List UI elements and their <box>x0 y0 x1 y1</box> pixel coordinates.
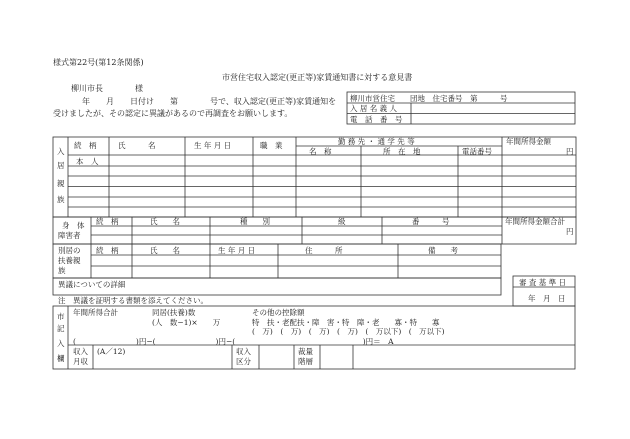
disabled-col-type: 種 別 <box>240 217 270 226</box>
separate-col-name: 氏 名 <box>150 246 180 255</box>
disabled-col-number: 番 号 <box>412 217 450 226</box>
phone-label: 電 話 番 号 <box>350 115 403 124</box>
col-relation: 続 柄 <box>74 141 97 150</box>
city-side-label-3: 入 <box>57 339 65 348</box>
separate-label-3: 族 <box>58 266 66 275</box>
addressee: 柳川市長 様 <box>71 84 143 93</box>
residents-side-label-4: 族 <box>57 195 65 204</box>
separate-label-1: 別居の <box>58 246 81 255</box>
col-occupation: 職 業 <box>260 141 283 150</box>
col-income-yen: 円 <box>566 147 574 156</box>
dependents-formula: (人 数−1)× 万 <box>152 318 221 327</box>
deduction-items: 特 扶・老配扶・障 害・特 障・老 寡・特 寡 <box>252 318 440 327</box>
col-birth: 生 年 月 日 <box>194 141 232 150</box>
col-wp-name: 名 称 <box>309 147 332 156</box>
income-class-label-2: 区分 <box>236 357 251 366</box>
city-side-label-4: 欄 <box>57 354 65 363</box>
residents-side-label-2: 居 <box>57 161 65 170</box>
city-side-label-1: 市 <box>57 312 65 321</box>
review-date-value: 年 月 日 <box>528 294 566 303</box>
dependents-label: 同居(扶養)数 <box>152 308 196 317</box>
calc-line: ( )円−( )円−( )円＝ A <box>73 337 394 346</box>
separate-col-address: 住 所 <box>305 246 343 255</box>
income-month-label-1: 収入 <box>73 347 88 356</box>
other-deduction-label: その他の控除額 <box>252 308 305 317</box>
disabled-col-grade: 級 <box>338 217 346 226</box>
residents-side-label-3: 親 <box>57 179 65 188</box>
col-workplace: 勤 務 先 ・ 通 学 先 等 <box>338 137 415 146</box>
income-total-yen: 円 <box>566 227 574 236</box>
col-wp-address: 所 在 地 <box>383 147 421 156</box>
intro-line-1: 年 月 日付け 第 号で、収入認定(更正等)家賃通知を <box>82 97 337 106</box>
residents-side-label-1: 入 <box>57 147 65 156</box>
separate-col-birth: 生 年 月 日 <box>218 246 256 255</box>
annual-income-label: 年間所得合計 <box>73 308 118 317</box>
objection-detail-label: 異議についての詳細 <box>58 280 126 289</box>
disabled-col-name: 氏 名 <box>150 217 180 226</box>
income-total-label: 年間所得金額合計 <box>505 217 565 226</box>
housing-number-label: 柳川市営住宅 団地 住宅番号 第 号 <box>350 94 508 103</box>
review-date-label: 審 査 基 準 日 <box>519 278 567 287</box>
disabled-label-2: 障害者 <box>58 231 81 240</box>
city-side-label-2: 記 <box>57 324 65 333</box>
discretion-label-2: 階層 <box>298 357 313 366</box>
income-month-formula: (A／12) <box>97 347 126 356</box>
separate-col-remarks: 備 考 <box>428 246 458 255</box>
row-self-relation: 本 人 <box>76 157 99 166</box>
disabled-table-lines <box>53 217 576 244</box>
disabled-col-relation: 続 柄 <box>96 217 119 226</box>
discretion-label-1: 裁量 <box>298 347 313 356</box>
separate-label-2: 扶養親 <box>58 256 81 265</box>
col-income: 年間所得金額 <box>506 137 551 146</box>
resident-name-label: 入 居 名 義 人 <box>350 104 398 113</box>
separate-col-relation: 続 柄 <box>96 246 119 255</box>
phone-field[interactable] <box>415 116 571 124</box>
col-wp-phone: 電話番号 <box>462 147 492 156</box>
resident-name-field[interactable] <box>415 105 571 113</box>
page-title: 市営住宅収入認定(更正等)家賃通知書に対する意見書 <box>222 73 413 82</box>
income-class-label-1: 収入 <box>236 347 251 356</box>
col-name: 氏 名 <box>118 141 156 150</box>
deduction-units: ( 万) ( 万) ( 万) ( 万) ( 万以下) ( 万以下) <box>252 327 445 336</box>
income-month-label-2: 月収 <box>73 357 88 366</box>
form-number: 様式第22号(第12条関係) <box>53 58 144 67</box>
intro-line-2: 受けましたが、その認定に異議があるので再調査をお願いします。 <box>53 109 293 118</box>
disabled-label-1: 身 体 <box>62 221 85 230</box>
note-text: 注 異議を証明する書類を添えてください。 <box>58 296 208 305</box>
